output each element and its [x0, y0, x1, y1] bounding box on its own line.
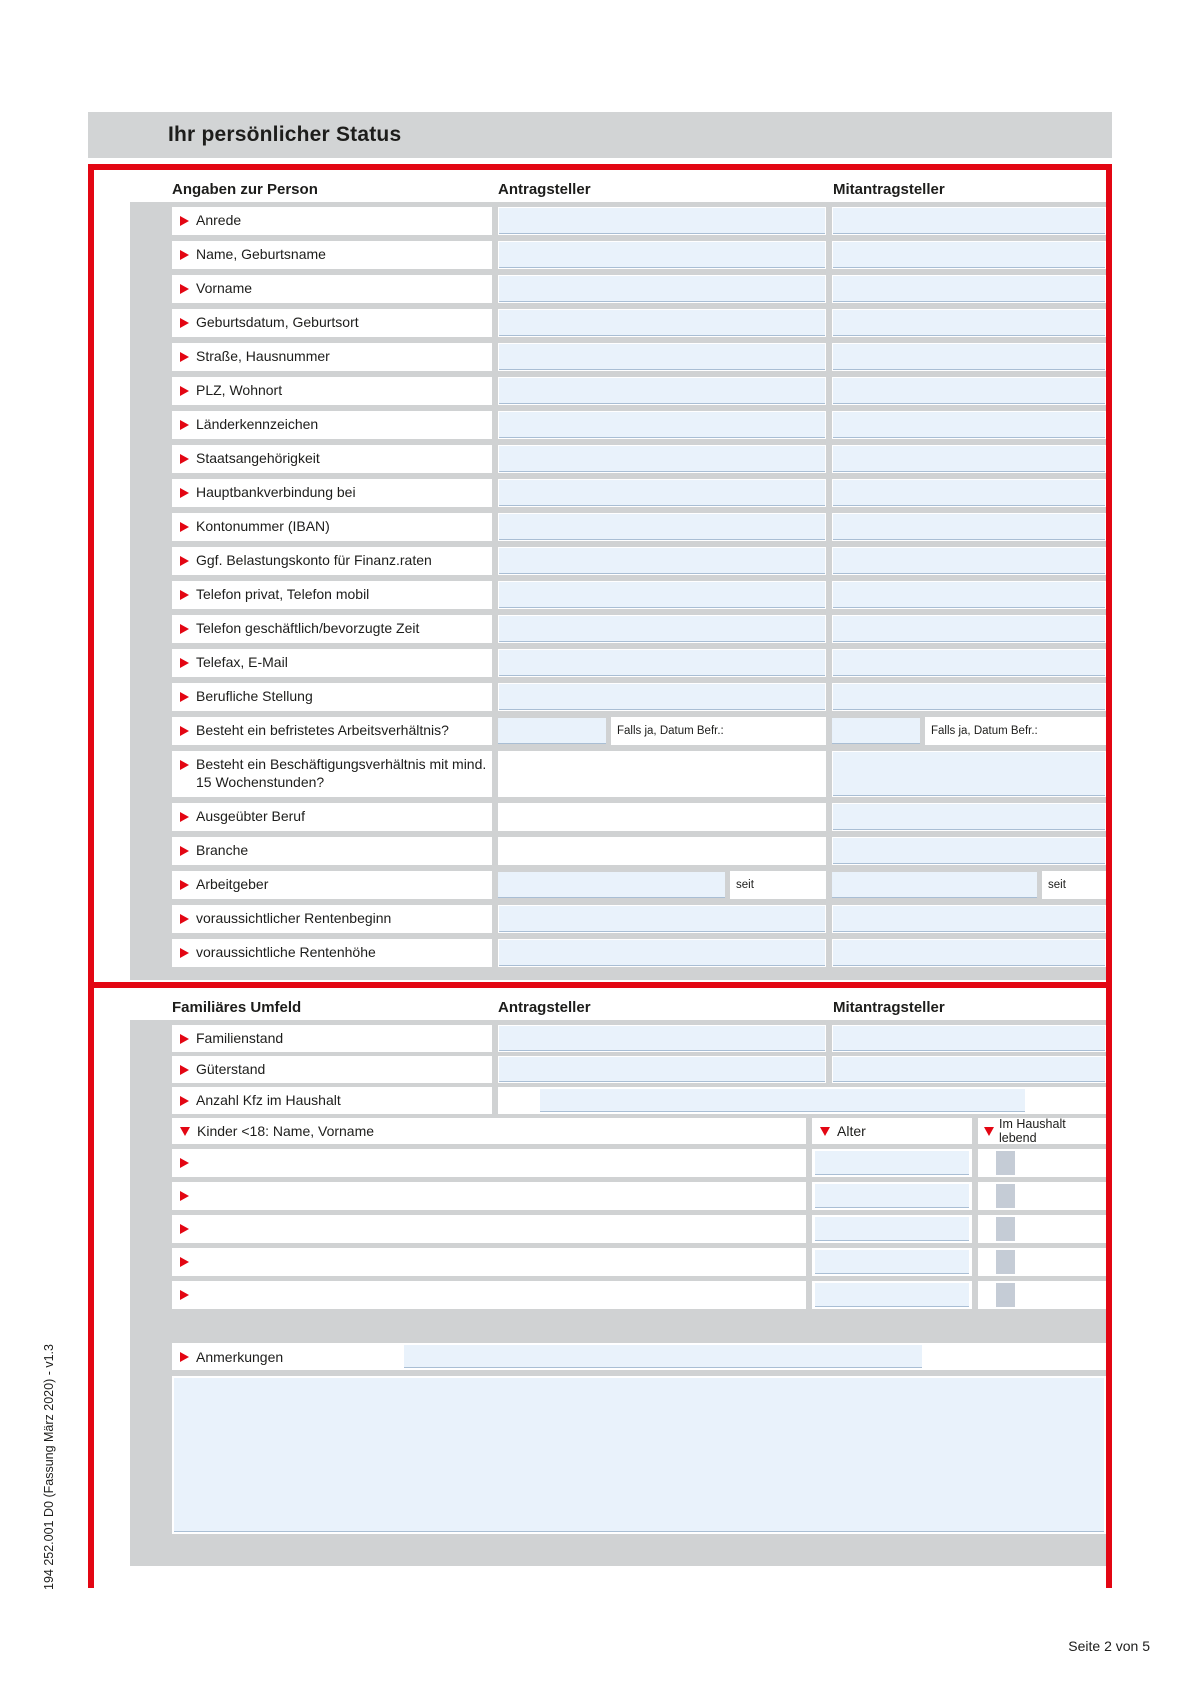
child-age-field[interactable]	[815, 1217, 969, 1241]
child-name-field[interactable]	[172, 1248, 806, 1276]
cell-coapplicant	[832, 1056, 1106, 1083]
child-row-1	[172, 1149, 1106, 1177]
child-name-field[interactable]	[172, 1149, 806, 1177]
form-row-strasse	[172, 343, 1106, 371]
child-age-field[interactable]	[815, 1283, 969, 1307]
input-coapplicant-familienstand[interactable]	[833, 1026, 1105, 1051]
household-checkbox[interactable]	[996, 1250, 1015, 1274]
child-age-cell	[812, 1215, 972, 1243]
arrow-right-icon	[180, 1034, 189, 1044]
cell-applicant	[498, 871, 826, 899]
arrow-right-icon	[180, 880, 189, 890]
input-coapplicant-rentenbeginn[interactable]	[833, 906, 1105, 932]
input-coapplicant-telefon-privat[interactable]	[833, 582, 1105, 608]
row-label: Familienstand	[172, 1025, 492, 1052]
cell-applicant	[498, 717, 826, 745]
input-applicant-belastungskonto[interactable]	[499, 548, 825, 574]
cell-coapplicant	[832, 581, 1106, 609]
arrow-right-icon	[180, 590, 189, 600]
cell-coapplicant	[832, 751, 1106, 797]
cell-coapplicant	[832, 241, 1106, 269]
row-label: Besteht ein Beschäftigungsverhältnis mit mind. 15 Wochenstunden?	[172, 751, 492, 797]
child-household-cell	[978, 1182, 1106, 1210]
input-applicant-arbeitgeber[interactable]	[498, 872, 725, 898]
children-table-header	[172, 1118, 1106, 1144]
input-applicant-familienstand[interactable]	[499, 1026, 825, 1051]
children-household-header: Im Haushalt lebend	[978, 1118, 1106, 1144]
cell-coapplicant	[832, 939, 1106, 967]
column-header-applicant: Antragsteller	[498, 181, 591, 198]
cell-applicant	[498, 445, 826, 473]
cell-applicant	[498, 581, 826, 609]
input-applicant-plz[interactable]	[499, 378, 825, 404]
arrow-down-icon	[180, 1127, 190, 1136]
form-row-rentenhoehe	[172, 939, 1106, 967]
row-label: Name, Geburtsname	[172, 241, 492, 269]
input-coapplicant-arbeitgeber[interactable]	[832, 872, 1037, 898]
cell-applicant	[498, 683, 826, 711]
arrow-right-icon	[180, 420, 189, 430]
section-title: Familiäres Umfeld	[172, 999, 302, 1016]
form-row-iban	[172, 513, 1106, 541]
arrow-right-icon	[180, 1065, 189, 1075]
cell-applicant	[498, 275, 826, 303]
arrow-right-icon	[180, 914, 189, 924]
arrow-right-icon	[180, 1290, 189, 1300]
input-coapplicant-anrede[interactable]	[833, 208, 1105, 234]
row-label: Anzahl Kfz im Haushalt	[172, 1087, 492, 1114]
household-checkbox[interactable]	[996, 1217, 1015, 1241]
applicant-conditional-date-field[interactable]: Falls ja, Datum Befr.:	[611, 717, 826, 745]
child-age-field[interactable]	[815, 1250, 969, 1274]
row-label: Arbeitgeber	[172, 871, 492, 899]
cell-coapplicant	[832, 649, 1106, 677]
child-household-cell	[978, 1248, 1106, 1276]
input-applicant-telefon-geschaeftlich[interactable]	[499, 616, 825, 642]
input-coapplicant-beschaeftigung[interactable]	[833, 752, 1105, 796]
child-name-field[interactable]	[172, 1182, 806, 1210]
input-coapplicant-name[interactable]	[833, 242, 1105, 268]
input-applicant-befristet[interactable]	[498, 718, 606, 744]
column-header-applicant: Antragsteller	[498, 999, 591, 1016]
input-applicant-rentenbeginn[interactable]	[499, 906, 825, 932]
cell-applicant	[498, 207, 826, 235]
cell-coapplicant	[832, 513, 1106, 541]
child-row-4	[172, 1248, 1106, 1276]
input-applicant-berufliche-stellung[interactable]	[499, 684, 825, 710]
input-coapplicant-berufliche-stellung[interactable]	[833, 684, 1105, 710]
personal-data-panel	[130, 202, 1106, 980]
child-household-cell	[978, 1281, 1106, 1309]
cell-applicant	[498, 1025, 826, 1052]
cell-coapplicant	[832, 683, 1106, 711]
column-header-coapplicant: Mitantragsteller	[833, 999, 945, 1016]
arrow-right-icon	[180, 488, 189, 498]
family-panel	[130, 1020, 1106, 1566]
household-checkbox[interactable]	[996, 1184, 1015, 1208]
child-row-3	[172, 1215, 1106, 1243]
form-row-berufliche-stellung	[172, 683, 1106, 711]
arrow-right-icon	[180, 692, 189, 702]
cell-kfz	[498, 1087, 1106, 1114]
cell-applicant	[498, 241, 826, 269]
input-applicant-hauptbank[interactable]	[499, 480, 825, 506]
input-applicant-gueterstand[interactable]	[499, 1057, 825, 1082]
cell-coapplicant	[832, 905, 1106, 933]
form-row-beschaeftigung	[172, 751, 1106, 797]
arrow-right-icon	[180, 1224, 189, 1234]
input-coapplicant-vorname[interactable]	[833, 276, 1105, 302]
child-name-field[interactable]	[172, 1281, 806, 1309]
arrow-right-icon	[180, 1158, 189, 1168]
column-header-coapplicant: Mitantragsteller	[833, 181, 945, 198]
notes-area-container	[172, 1376, 1106, 1534]
row-label: voraussichtliche Rentenhöhe	[172, 939, 492, 967]
page-number: Seite 2 von 5	[1068, 1638, 1150, 1654]
arrow-right-icon	[180, 812, 189, 822]
arrow-right-icon	[180, 352, 189, 362]
cell-coapplicant	[832, 207, 1106, 235]
row-label: Telefax, E-Mail	[172, 649, 492, 677]
form-row-staatsangehoerigkeit	[172, 445, 1106, 473]
cell-applicant	[498, 939, 826, 967]
cell-coapplicant	[832, 615, 1106, 643]
arrow-down-icon	[820, 1127, 830, 1136]
cell-coapplicant	[832, 343, 1106, 371]
child-age-field[interactable]	[815, 1184, 969, 1208]
form-row-belastungskonto	[172, 547, 1106, 575]
input-applicant-iban[interactable]	[499, 514, 825, 540]
child-row-5	[172, 1281, 1106, 1309]
cell-coapplicant	[832, 871, 1106, 899]
section-title: Angaben zur Person	[172, 181, 318, 198]
form-row-telefon-geschaeftlich	[172, 615, 1106, 643]
cell-coapplicant	[832, 411, 1106, 439]
arrow-right-icon	[180, 624, 189, 634]
page-title-bar	[88, 112, 1112, 158]
arrow-right-icon	[180, 250, 189, 260]
cell-coapplicant	[832, 547, 1106, 575]
arrow-down-icon	[984, 1127, 994, 1136]
form-row-plz	[172, 377, 1106, 405]
cell-applicant	[498, 479, 826, 507]
row-label: voraussichtlicher Rentenbeginn	[172, 905, 492, 933]
row-label: Branche	[172, 837, 492, 865]
input-applicant-telefon-privat[interactable]	[499, 582, 825, 608]
arrow-right-icon	[180, 216, 189, 226]
row-label: Besteht ein befristetes Arbeitsverhältnis?	[172, 717, 492, 745]
child-row-2	[172, 1182, 1106, 1210]
form-row-telefax	[172, 649, 1106, 677]
row-label: Telefon privat, Telefon mobil	[172, 581, 492, 609]
cell-coapplicant	[832, 309, 1106, 337]
arrow-right-icon	[180, 318, 189, 328]
household-checkbox[interactable]	[996, 1151, 1015, 1175]
form-row-geburtsdatum	[172, 309, 1106, 337]
input-applicant-beschaeftigung[interactable]	[498, 751, 826, 797]
input-kfz-anzahl[interactable]	[540, 1089, 1025, 1112]
child-name-field[interactable]	[172, 1215, 806, 1243]
arrow-right-icon	[180, 1191, 189, 1201]
section-family	[88, 988, 1112, 1588]
form-row-anrede	[172, 207, 1106, 235]
input-applicant-strasse[interactable]	[499, 344, 825, 370]
coapplicant-conditional-date-field[interactable]: Falls ja, Datum Befr.:	[925, 717, 1106, 745]
cell-coapplicant	[832, 803, 1106, 831]
form-row-gueterstand	[172, 1056, 1106, 1083]
input-coapplicant-plz[interactable]	[833, 378, 1105, 404]
children-age-header: Alter	[812, 1118, 972, 1144]
cell-applicant	[498, 615, 826, 643]
cell-applicant	[498, 905, 826, 933]
arrow-right-icon	[180, 556, 189, 566]
cell-applicant	[498, 547, 826, 575]
child-age-cell	[812, 1281, 972, 1309]
child-household-cell	[978, 1149, 1106, 1177]
notes-label: Anmerkungen	[196, 1348, 284, 1365]
input-applicant-geburtsdatum[interactable]	[499, 310, 825, 336]
row-label: Geburtsdatum, Geburtsort	[172, 309, 492, 337]
notes-row	[172, 1343, 1106, 1370]
input-coapplicant-staatsangehoerigkeit[interactable]	[833, 446, 1105, 472]
arrow-right-icon	[180, 846, 189, 856]
form-row-name	[172, 241, 1106, 269]
cell-applicant	[498, 343, 826, 371]
input-applicant-anrede[interactable]	[499, 208, 825, 234]
form-row-kfz	[172, 1087, 1106, 1114]
input-coapplicant-telefax[interactable]	[833, 650, 1105, 676]
column-headers	[172, 177, 1106, 202]
form-id-vertical-text: 194 252.001 D0 (Fassung März 2020) - v1.3	[42, 1344, 56, 1590]
cell-applicant	[498, 309, 826, 337]
form-row-telefon-privat	[172, 581, 1106, 609]
arrow-right-icon	[180, 1096, 189, 1106]
input-applicant-staatsangehoerigkeit[interactable]	[499, 446, 825, 472]
arrow-right-icon	[180, 948, 189, 958]
cell-coapplicant	[832, 445, 1106, 473]
input-coapplicant-beruf[interactable]	[833, 804, 1105, 830]
form-row-befristet	[172, 717, 1106, 745]
input-coapplicant-branche[interactable]	[833, 838, 1105, 864]
input-applicant-rentenhoehe[interactable]	[499, 940, 825, 966]
cell-coapplicant	[832, 837, 1106, 865]
row-label: Kontonummer (IBAN)	[172, 513, 492, 541]
input-coapplicant-iban[interactable]	[833, 514, 1105, 540]
form-row-familienstand	[172, 1025, 1106, 1052]
row-label: Staatsangehörigkeit	[172, 445, 492, 473]
coapplicant-since-date-field[interactable]: seit	[1042, 871, 1106, 899]
cell-coapplicant	[832, 275, 1106, 303]
form-row-laenderkennzeichen	[172, 411, 1106, 439]
child-age-field[interactable]	[815, 1151, 969, 1175]
arrow-right-icon	[180, 1352, 189, 1362]
input-coapplicant-geburtsdatum[interactable]	[833, 310, 1105, 336]
input-applicant-vorname[interactable]	[499, 276, 825, 302]
column-headers	[172, 995, 1106, 1020]
section-personal-data	[88, 164, 1112, 988]
children-name-header: Kinder <18: Name, Vorname	[172, 1118, 806, 1144]
input-coapplicant-belastungskonto[interactable]	[833, 548, 1105, 574]
arrow-right-icon	[180, 658, 189, 668]
arrow-right-icon	[180, 284, 189, 294]
input-applicant-laenderkennzeichen[interactable]	[499, 412, 825, 438]
cell-applicant	[498, 377, 826, 405]
input-coapplicant-telefon-geschaeftlich[interactable]	[833, 616, 1105, 642]
cell-coapplicant	[832, 717, 1106, 745]
input-applicant-telefax[interactable]	[499, 650, 825, 676]
arrow-right-icon	[180, 522, 189, 532]
arrow-right-icon	[180, 1257, 189, 1267]
row-label: Telefon geschäftlich/bevorzugte Zeit	[172, 615, 492, 643]
input-coapplicant-hauptbank[interactable]	[833, 480, 1105, 506]
row-label: Hauptbankverbindung bei	[172, 479, 492, 507]
input-applicant-beruf[interactable]	[498, 803, 826, 831]
page-title: Ihr persönlicher Status	[168, 123, 402, 146]
form-row-beruf	[172, 803, 1106, 831]
row-label: Ausgeübter Beruf	[172, 803, 492, 831]
form-row-hauptbankverbindung	[172, 479, 1106, 507]
input-applicant-branche[interactable]	[498, 837, 826, 865]
notes-title-field[interactable]	[404, 1345, 922, 1368]
cell-coapplicant	[832, 377, 1106, 405]
input-coapplicant-befristet[interactable]	[832, 718, 920, 744]
arrow-right-icon	[180, 454, 189, 464]
cell-coapplicant	[832, 479, 1106, 507]
form-row-branche	[172, 837, 1106, 865]
arrow-right-icon	[180, 760, 189, 770]
form-row-rentenbeginn	[172, 905, 1106, 933]
row-label: Güterstand	[172, 1056, 492, 1083]
arrow-right-icon	[180, 726, 189, 736]
input-coapplicant-gueterstand[interactable]	[833, 1057, 1105, 1082]
cell-applicant	[498, 1056, 826, 1083]
child-age-cell	[812, 1248, 972, 1276]
row-label: PLZ, Wohnort	[172, 377, 492, 405]
household-checkbox[interactable]	[996, 1283, 1015, 1307]
input-coapplicant-laenderkennzeichen[interactable]	[833, 412, 1105, 438]
input-applicant-name[interactable]	[499, 242, 825, 268]
input-coapplicant-rentenhoehe[interactable]	[833, 940, 1105, 966]
cell-applicant	[498, 649, 826, 677]
row-label: Ggf. Belastungskonto für Finanz.raten	[172, 547, 492, 575]
row-label: Anrede	[172, 207, 492, 235]
child-age-cell	[812, 1149, 972, 1177]
arrow-right-icon	[180, 386, 189, 396]
cell-applicant	[498, 411, 826, 439]
row-label: Vorname	[172, 275, 492, 303]
cell-coapplicant	[832, 1025, 1106, 1052]
child-age-cell	[812, 1182, 972, 1210]
cell-applicant	[498, 513, 826, 541]
applicant-since-date-field[interactable]: seit	[730, 871, 826, 899]
notes-textarea[interactable]	[174, 1378, 1104, 1532]
input-coapplicant-strasse[interactable]	[833, 344, 1105, 370]
form-row-anmerkungen	[172, 1343, 1106, 1370]
row-label: Straße, Hausnummer	[172, 343, 492, 371]
form-row-vorname	[172, 275, 1106, 303]
form-row-arbeitgeber	[172, 871, 1106, 899]
child-household-cell	[978, 1215, 1106, 1243]
row-label: Berufliche Stellung	[172, 683, 492, 711]
row-label: Länderkennzeichen	[172, 411, 492, 439]
